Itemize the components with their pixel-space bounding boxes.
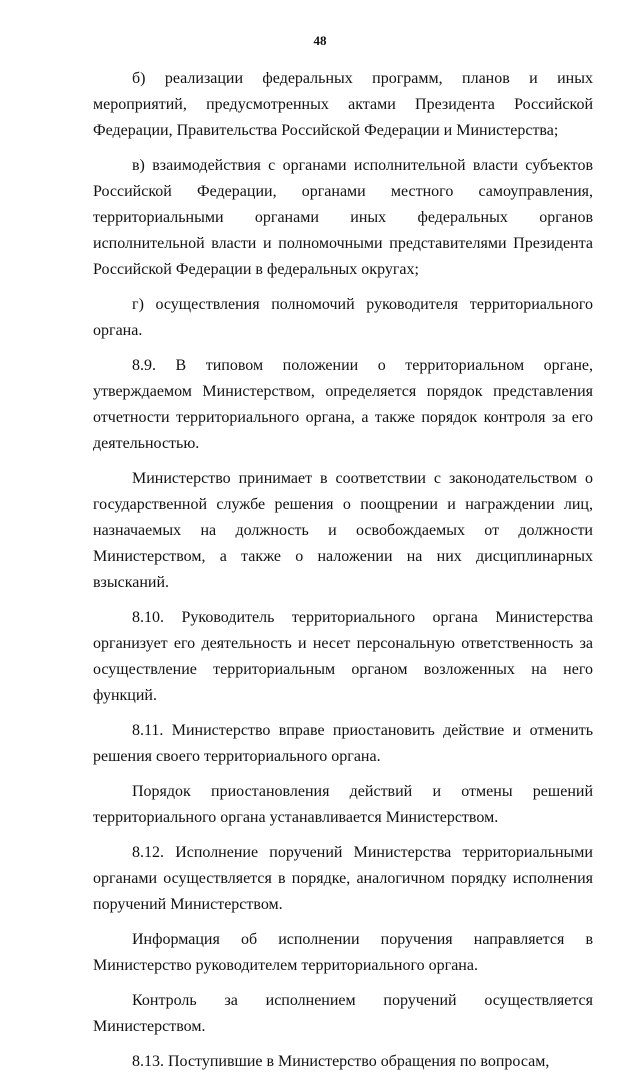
paragraph: 8.9. В типовом положении о территориальном органе, утверждаемом Министерством, определяется порядок представления отчетности территориального органа, а также порядок контроля за его деятельностью. (93, 357, 593, 452)
paragraph: Порядок приостановления действий и отмены решений территориального органа устанавливается Министерством. (93, 783, 593, 826)
page-number: 48 (313, 33, 327, 48)
document-body (93, 66, 593, 1075)
paragraph: 8.10. Руководитель территориального органа Министерства организует его деятельность и несет персональную ответственность за осуществление территориальным органом возложенных на него функций. (93, 609, 593, 704)
paragraph: 8.13. Поступившие в Министерство обращения по вопросам, (132, 1053, 550, 1070)
paragraph: 8.11. Министерство вправе приостановить действие и отменить решения своего территориального органа. (93, 722, 593, 765)
paragraph: в) взаимодействия с органами исполнительной власти субъектов Российской Федерации, органами местного самоуправления, территориальными органами иных федеральных органов исполнительной власти и полномочными представителями Президента Российской Федерации в федеральных округах; (93, 157, 593, 278)
paragraph: г) осуществления полномочий руководителя территориального органа. (93, 296, 593, 339)
paragraph: Контроль за исполнением поручений осуществляется Министерством. (93, 992, 593, 1035)
paragraph: Министерство принимает в соответствии с законодательством о государственной службе решения о поощрении и награждении лиц, назначаемых на должность и освобождаемых от должности Министерством, а также о наложении на них дисциплинарных взысканий. (93, 470, 593, 591)
paragraph: б) реализации федеральных программ, планов и иных мероприятий, предусмотренных актами Президента Российской Федерации, Правительства Российской Федерации и Министерства; (93, 70, 593, 139)
paragraph: 8.12. Исполнение поручений Министерства территориальными органами осуществляется в порядке, аналогичном порядку исполнения поручений Министерством. (93, 844, 593, 913)
paragraph: Информация об исполнении поручения направляется в Министерство руководителем территориального органа. (93, 931, 593, 974)
